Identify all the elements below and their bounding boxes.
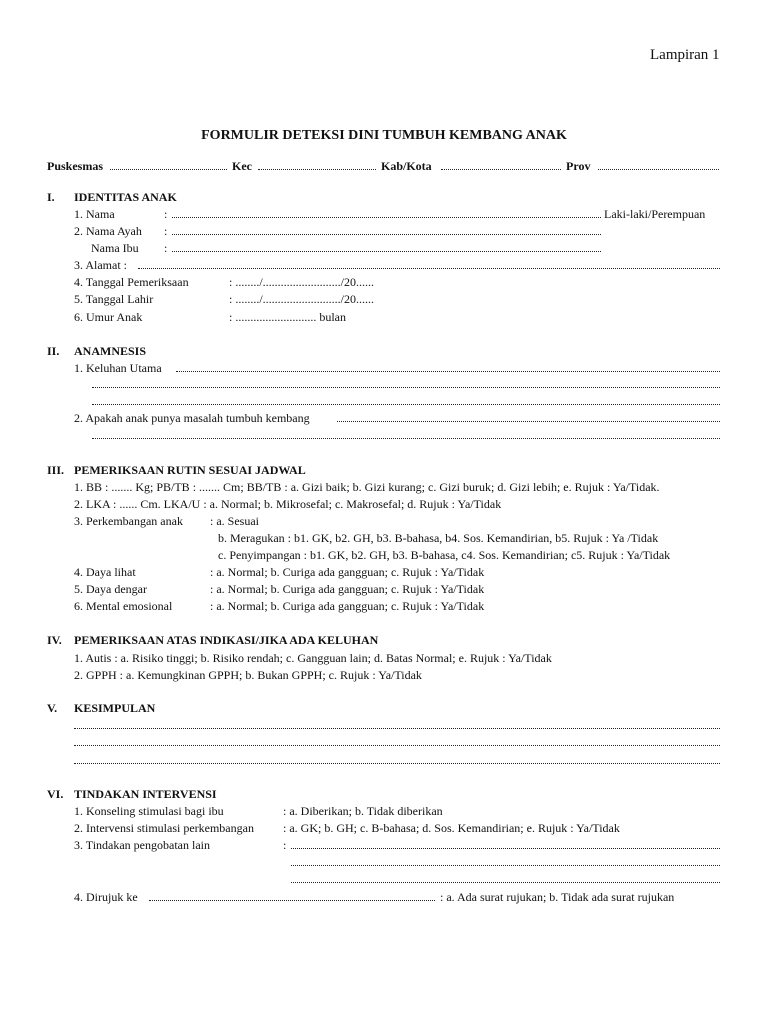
bb-tb-line[interactable]: 1. BB : ....... Kg; PB/TB : ....... Cm; BB/TB : a. Gizi baik; b. Gizi kurang; c. Gizi buruk; d. Gizi lebih; e. Rujuk : Ya/Tidak. bbox=[74, 480, 660, 494]
intervensi-stimulasi-options[interactable]: : a. GK; b. GH; c. B-bahasa; d. Sos. Kemandirian; e. Rujuk : Ya/Tidak bbox=[283, 821, 620, 835]
umur-anak-label: 6. Umur Anak bbox=[74, 310, 143, 324]
pengobatan-lain-label: 3. Tindakan pengobatan lain bbox=[74, 838, 210, 852]
kec-field[interactable] bbox=[258, 169, 376, 170]
kesimpulan-field-line1[interactable] bbox=[74, 728, 720, 729]
nama-colon: : bbox=[164, 207, 168, 221]
kabkota-label: Kab/Kota bbox=[381, 159, 432, 173]
dirujuk-ke-options[interactable]: : a. Ada surat rujukan; b. Tidak ada surat rujukan bbox=[440, 890, 675, 904]
nama-ibu-colon: : bbox=[164, 241, 168, 255]
masalah-tumbuh-kembang-field[interactable] bbox=[337, 421, 720, 422]
kesimpulan-field-line2[interactable] bbox=[74, 745, 720, 746]
kesimpulan-field-line3[interactable] bbox=[74, 763, 720, 764]
masalah-tumbuh-kembang-label: 2. Apakah anak punya masalah tumbuh kembang bbox=[74, 411, 310, 425]
perkembangan-anak-label: 3. Perkembangan anak bbox=[74, 514, 183, 528]
dirujuk-ke-field[interactable] bbox=[149, 900, 435, 901]
keluhan-utama-field[interactable] bbox=[176, 371, 720, 372]
pengobatan-lain-field[interactable] bbox=[291, 848, 720, 849]
puskesmas-field[interactable] bbox=[110, 169, 227, 170]
daya-lihat-label: 4. Daya lihat bbox=[74, 565, 136, 579]
autis-line[interactable]: 1. Autis : a. Risiko tinggi; b. Risiko rendah; c. Gangguan lain; d. Batas Normal; e. Rujuk : Ya/Tidak bbox=[74, 651, 552, 665]
tanggal-pemeriksaan-label: 4. Tanggal Pemeriksaan bbox=[74, 275, 189, 289]
section-number: IV. bbox=[47, 633, 62, 647]
mental-emosional-label: 6. Mental emosional bbox=[74, 599, 173, 613]
konseling-options[interactable]: : a. Diberikan; b. Tidak diberikan bbox=[283, 804, 443, 818]
nama-field[interactable] bbox=[172, 217, 601, 218]
pengobatan-lain-field-line2[interactable] bbox=[291, 865, 720, 866]
masalah-tumbuh-kembang-field-line2[interactable] bbox=[92, 438, 720, 439]
nama-label: 1. Nama bbox=[74, 207, 115, 221]
lka-line[interactable]: 2. LKA : ...... Cm. LKA/U : a. Normal; b. Mikrosefal; c. Makrosefal; d. Rujuk : Ya/Tidak bbox=[74, 497, 502, 511]
gpph-line[interactable]: 2. GPPH : a. Kemungkinan GPPH; b. Bukan GPPH; c. Rujuk : Ya/Tidak bbox=[74, 668, 422, 682]
section-number: II. bbox=[47, 344, 60, 358]
tanggal-lahir-field[interactable]: : ......../........................../20...... bbox=[229, 292, 375, 306]
puskesmas-label: Puskesmas bbox=[47, 159, 104, 173]
section-title: IDENTITAS ANAK bbox=[74, 190, 177, 204]
keluhan-utama-label: 1. Keluhan Utama bbox=[74, 361, 162, 375]
keluhan-utama-field-line3[interactable] bbox=[92, 404, 720, 405]
gender-option[interactable]: Laki-laki/Perempuan bbox=[604, 207, 706, 221]
nama-ayah-field[interactable] bbox=[172, 234, 601, 235]
tanggal-lahir-label: 5. Tanggal Lahir bbox=[74, 292, 154, 306]
form-title: FORMULIR DETEKSI DINI TUMBUH KEMBANG ANAK bbox=[201, 128, 567, 143]
tanggal-pemeriksaan-field[interactable]: : ......../........................../20...... bbox=[229, 275, 375, 289]
prov-field[interactable] bbox=[598, 169, 719, 170]
perkembangan-option-c[interactable]: c. Penyimpangan : b1. GK, b2. GH, b3. B-bahasa, c4. Sos. Kemandirian; c5. Rujuk : Ya/Tidak bbox=[218, 548, 671, 562]
perkembangan-option-b[interactable]: b. Meragukan : b1. GK, b2. GH, b3. B-bahasa, b4. Sos. Kemandirian, b5. Rujuk : Ya /Tidak bbox=[218, 531, 659, 545]
section-number: III. bbox=[47, 463, 65, 477]
kec-label: Kec bbox=[232, 159, 252, 173]
section-title: PEMERIKSAAN RUTIN SESUAI JADWAL bbox=[74, 463, 306, 477]
section-title: ANAMNESIS bbox=[74, 344, 147, 358]
mental-emosional-options[interactable]: : a. Normal; b. Curiga ada gangguan; c. Rujuk : Ya/Tidak bbox=[210, 599, 485, 613]
nama-ayah-colon: : bbox=[164, 224, 168, 238]
nama-ibu-label: Nama Ibu bbox=[91, 241, 139, 255]
intervensi-stimulasi-label: 2. Intervensi stimulasi perkembangan bbox=[74, 821, 254, 835]
dirujuk-ke-label: 4. Dirujuk ke bbox=[74, 890, 138, 904]
konseling-label: 1. Konseling stimulasi bagi ibu bbox=[74, 804, 224, 818]
section-number: I. bbox=[47, 190, 55, 204]
pengobatan-lain-field-line3[interactable] bbox=[291, 882, 720, 883]
keluhan-utama-field-line2[interactable] bbox=[92, 387, 720, 388]
daya-dengar-options[interactable]: : a. Normal; b. Curiga ada gangguan; c. Rujuk : Ya/Tidak bbox=[210, 582, 485, 596]
lampiran-label: Lampiran 1 bbox=[650, 47, 720, 63]
kabkota-field[interactable] bbox=[441, 169, 561, 170]
alamat-field[interactable] bbox=[138, 268, 720, 269]
section-title: PEMERIKSAAN ATAS INDIKASI/JIKA ADA KELUHAN bbox=[74, 633, 379, 647]
daya-dengar-label: 5. Daya dengar bbox=[74, 582, 147, 596]
section-title: KESIMPULAN bbox=[74, 701, 156, 715]
section-number: VI. bbox=[47, 787, 64, 801]
pengobatan-lain-colon: : bbox=[283, 838, 287, 852]
prov-label: Prov bbox=[566, 159, 591, 173]
section-title: TINDAKAN INTERVENSI bbox=[74, 787, 217, 801]
alamat-label: 3. Alamat : bbox=[74, 258, 127, 272]
nama-ibu-field[interactable] bbox=[172, 251, 601, 252]
section-number: V. bbox=[47, 701, 58, 715]
umur-anak-field[interactable]: : ........................... bulan bbox=[229, 310, 346, 324]
perkembangan-option-a[interactable]: : a. Sesuai bbox=[210, 514, 259, 528]
daya-lihat-options[interactable]: : a. Normal; b. Curiga ada gangguan; c. Rujuk : Ya/Tidak bbox=[210, 565, 485, 579]
nama-ayah-label: 2. Nama Ayah bbox=[74, 224, 142, 238]
